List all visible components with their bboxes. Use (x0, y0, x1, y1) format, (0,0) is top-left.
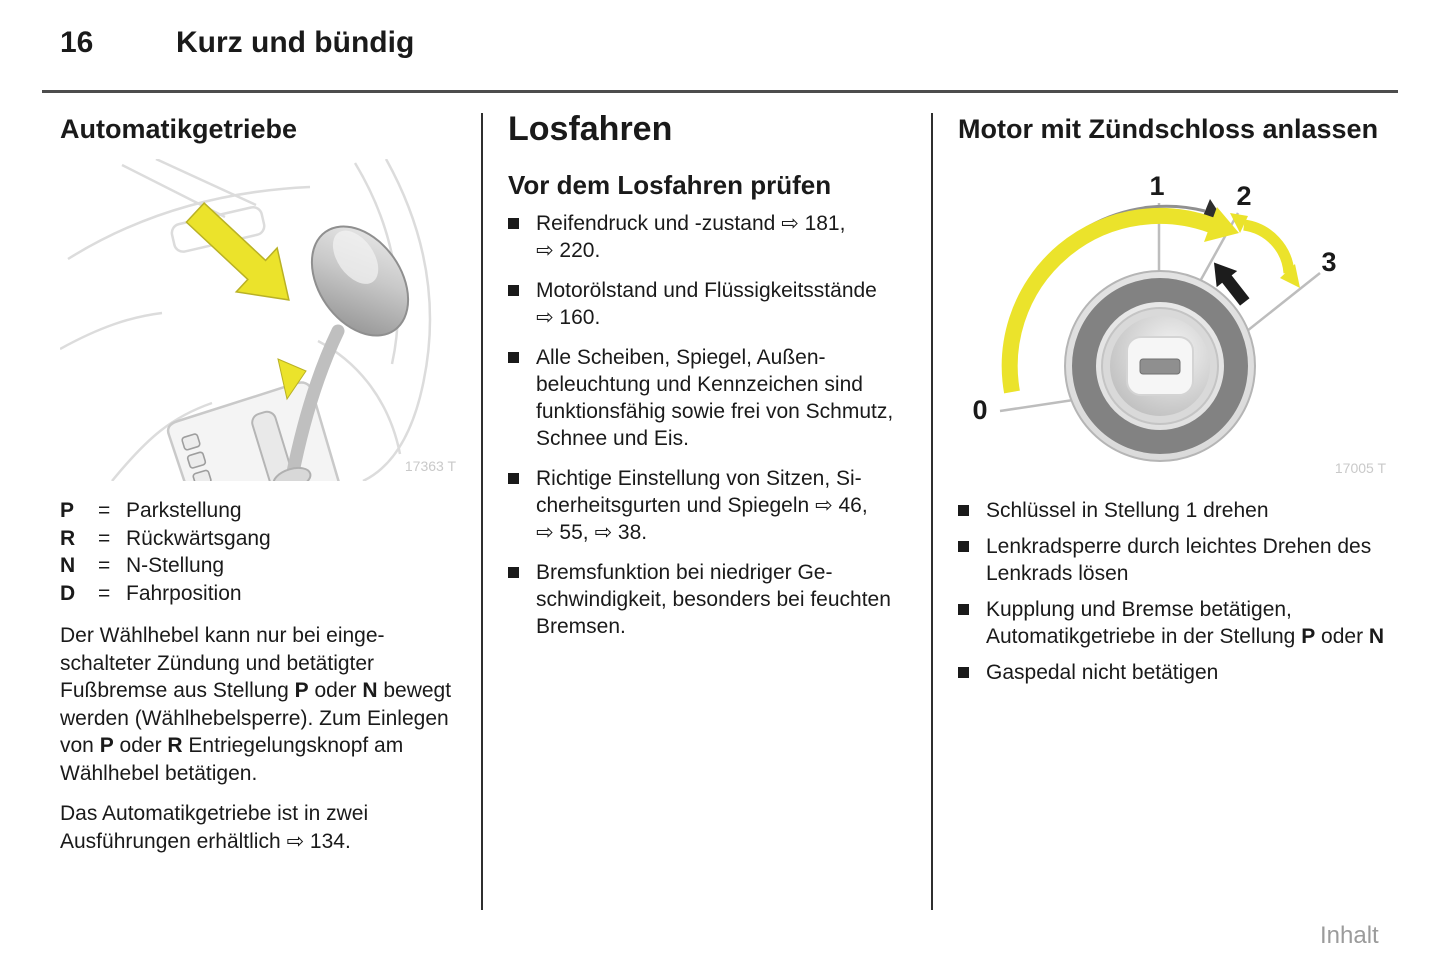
bullet-square-icon (508, 218, 519, 229)
legend-row (60, 580, 462, 608)
engine-start-steps (958, 497, 1392, 686)
legend-desc: Parkstellung (126, 499, 242, 522)
contents-link[interactable]: Inhalt (1320, 922, 1379, 949)
column-divider (931, 113, 933, 910)
bullet-square-icon (508, 285, 519, 296)
legend-equals: = (98, 526, 111, 550)
bullet-square-icon (958, 505, 969, 516)
list-item-text: Lenkradsperre durch leichtes Drehen des Lenkrads lösen (986, 535, 1372, 585)
column-divider (481, 113, 483, 910)
gear-position-legend (60, 497, 462, 607)
column-automatic-transmission (60, 113, 462, 855)
legend-row (60, 497, 462, 525)
list-item (508, 344, 908, 452)
ignition-lock (1065, 271, 1255, 461)
pre-drive-checklist (508, 210, 908, 640)
column-driving-off (508, 110, 908, 653)
list-item (958, 533, 1392, 587)
engine-start-heading: Motor mit Zündschloss anlassen (958, 114, 1379, 144)
figure-caption: 17005 T (1334, 460, 1386, 476)
page-number: 16 (60, 26, 94, 59)
bullet-square-icon (958, 604, 969, 615)
list-item-text: Kupplung und Bremse betätigen, Automatikgetriebe in der Stellung P oder N (986, 598, 1385, 648)
chapter-title: Kurz und bündig (176, 26, 415, 59)
header-rule (42, 90, 1398, 93)
list-item-text: Motorölstand und Flüssigkeitsstände ⇨ 160. (536, 279, 877, 329)
figure-caption: 17363 T (404, 458, 456, 474)
list-item (508, 559, 908, 640)
legend-key: R (60, 526, 76, 550)
legend-key: N (60, 554, 76, 577)
column-engine-start (958, 113, 1392, 695)
list-item (508, 210, 908, 264)
list-item (508, 277, 908, 331)
bullet-square-icon (508, 567, 519, 578)
bullet-square-icon (958, 541, 969, 552)
selector-lock-paragraph: Der Wählhebel kann nur bei eingeschalteter Zündung und betätigter Fußbremse aus Stellung P oder N bewegt werden (Wählhebelsperre). Zum Einlegen von P oder R Entriegelungsknopf am Wählhebel betätigen. (60, 624, 452, 785)
position-label-0: 0 (972, 395, 988, 425)
bullet-square-icon (508, 352, 519, 363)
list-item (958, 659, 1392, 686)
legend-row (60, 525, 462, 553)
automatic-transmission-heading: Automatikgetriebe (60, 114, 298, 144)
list-item-text: Richtige Einstellung von Sitzen, Sicherheitsgurten und Spiegeln ⇨ 46, ⇨ 55, ⇨ 38. (536, 467, 868, 544)
gear-shifter-figure (60, 159, 462, 481)
legend-key: P (60, 499, 75, 522)
legend-desc: N-Stellung (126, 554, 225, 577)
list-item-text: Bremsfunktion bei niedriger Geschwindigkeit, besonders bei feuchten Bremsen. (536, 561, 891, 638)
shifter-gate (168, 383, 346, 481)
list-item (958, 497, 1392, 524)
bullet-square-icon (958, 667, 969, 678)
driving-off-heading: Losfahren (508, 110, 673, 148)
list-item (508, 465, 908, 546)
transmission-versions-paragraph: Das Automatikgetriebe ist in zwei Ausführungen erhältlich ⇨ 134. (60, 802, 369, 853)
legend-desc: Rückwärtsgang (126, 526, 271, 550)
bullet-square-icon (508, 473, 519, 484)
position-label-1: 1 (1149, 171, 1165, 201)
list-item-text: Gaspedal nicht betätigen (986, 661, 1219, 684)
legend-equals: = (98, 499, 111, 522)
legend-equals: = (98, 581, 111, 605)
ignition-lock-figure (958, 161, 1392, 483)
position-label-2: 2 (1236, 181, 1252, 211)
double-arrow-icon (1230, 213, 1300, 288)
legend-key: D (60, 581, 76, 605)
legend-row (60, 552, 462, 580)
position-label-3: 3 (1321, 247, 1337, 277)
legend-equals: = (98, 554, 111, 577)
legend-desc: Fahrposition (126, 581, 242, 605)
list-item (958, 596, 1392, 650)
list-item-text: Schlüssel in Stellung 1 drehen (986, 499, 1269, 522)
check-before-driving-heading: Vor dem Losfahren prüfen (508, 170, 832, 200)
list-item-text: Alle Scheiben, Spiegel, Außenbeleuchtung und Kennzeichen sind funktionsfähig sowie frei von Schmutz, Schnee und Eis. (536, 346, 894, 450)
list-item-text: Reifendruck und -zustand ⇨ 181, ⇨ 220. (536, 212, 846, 262)
